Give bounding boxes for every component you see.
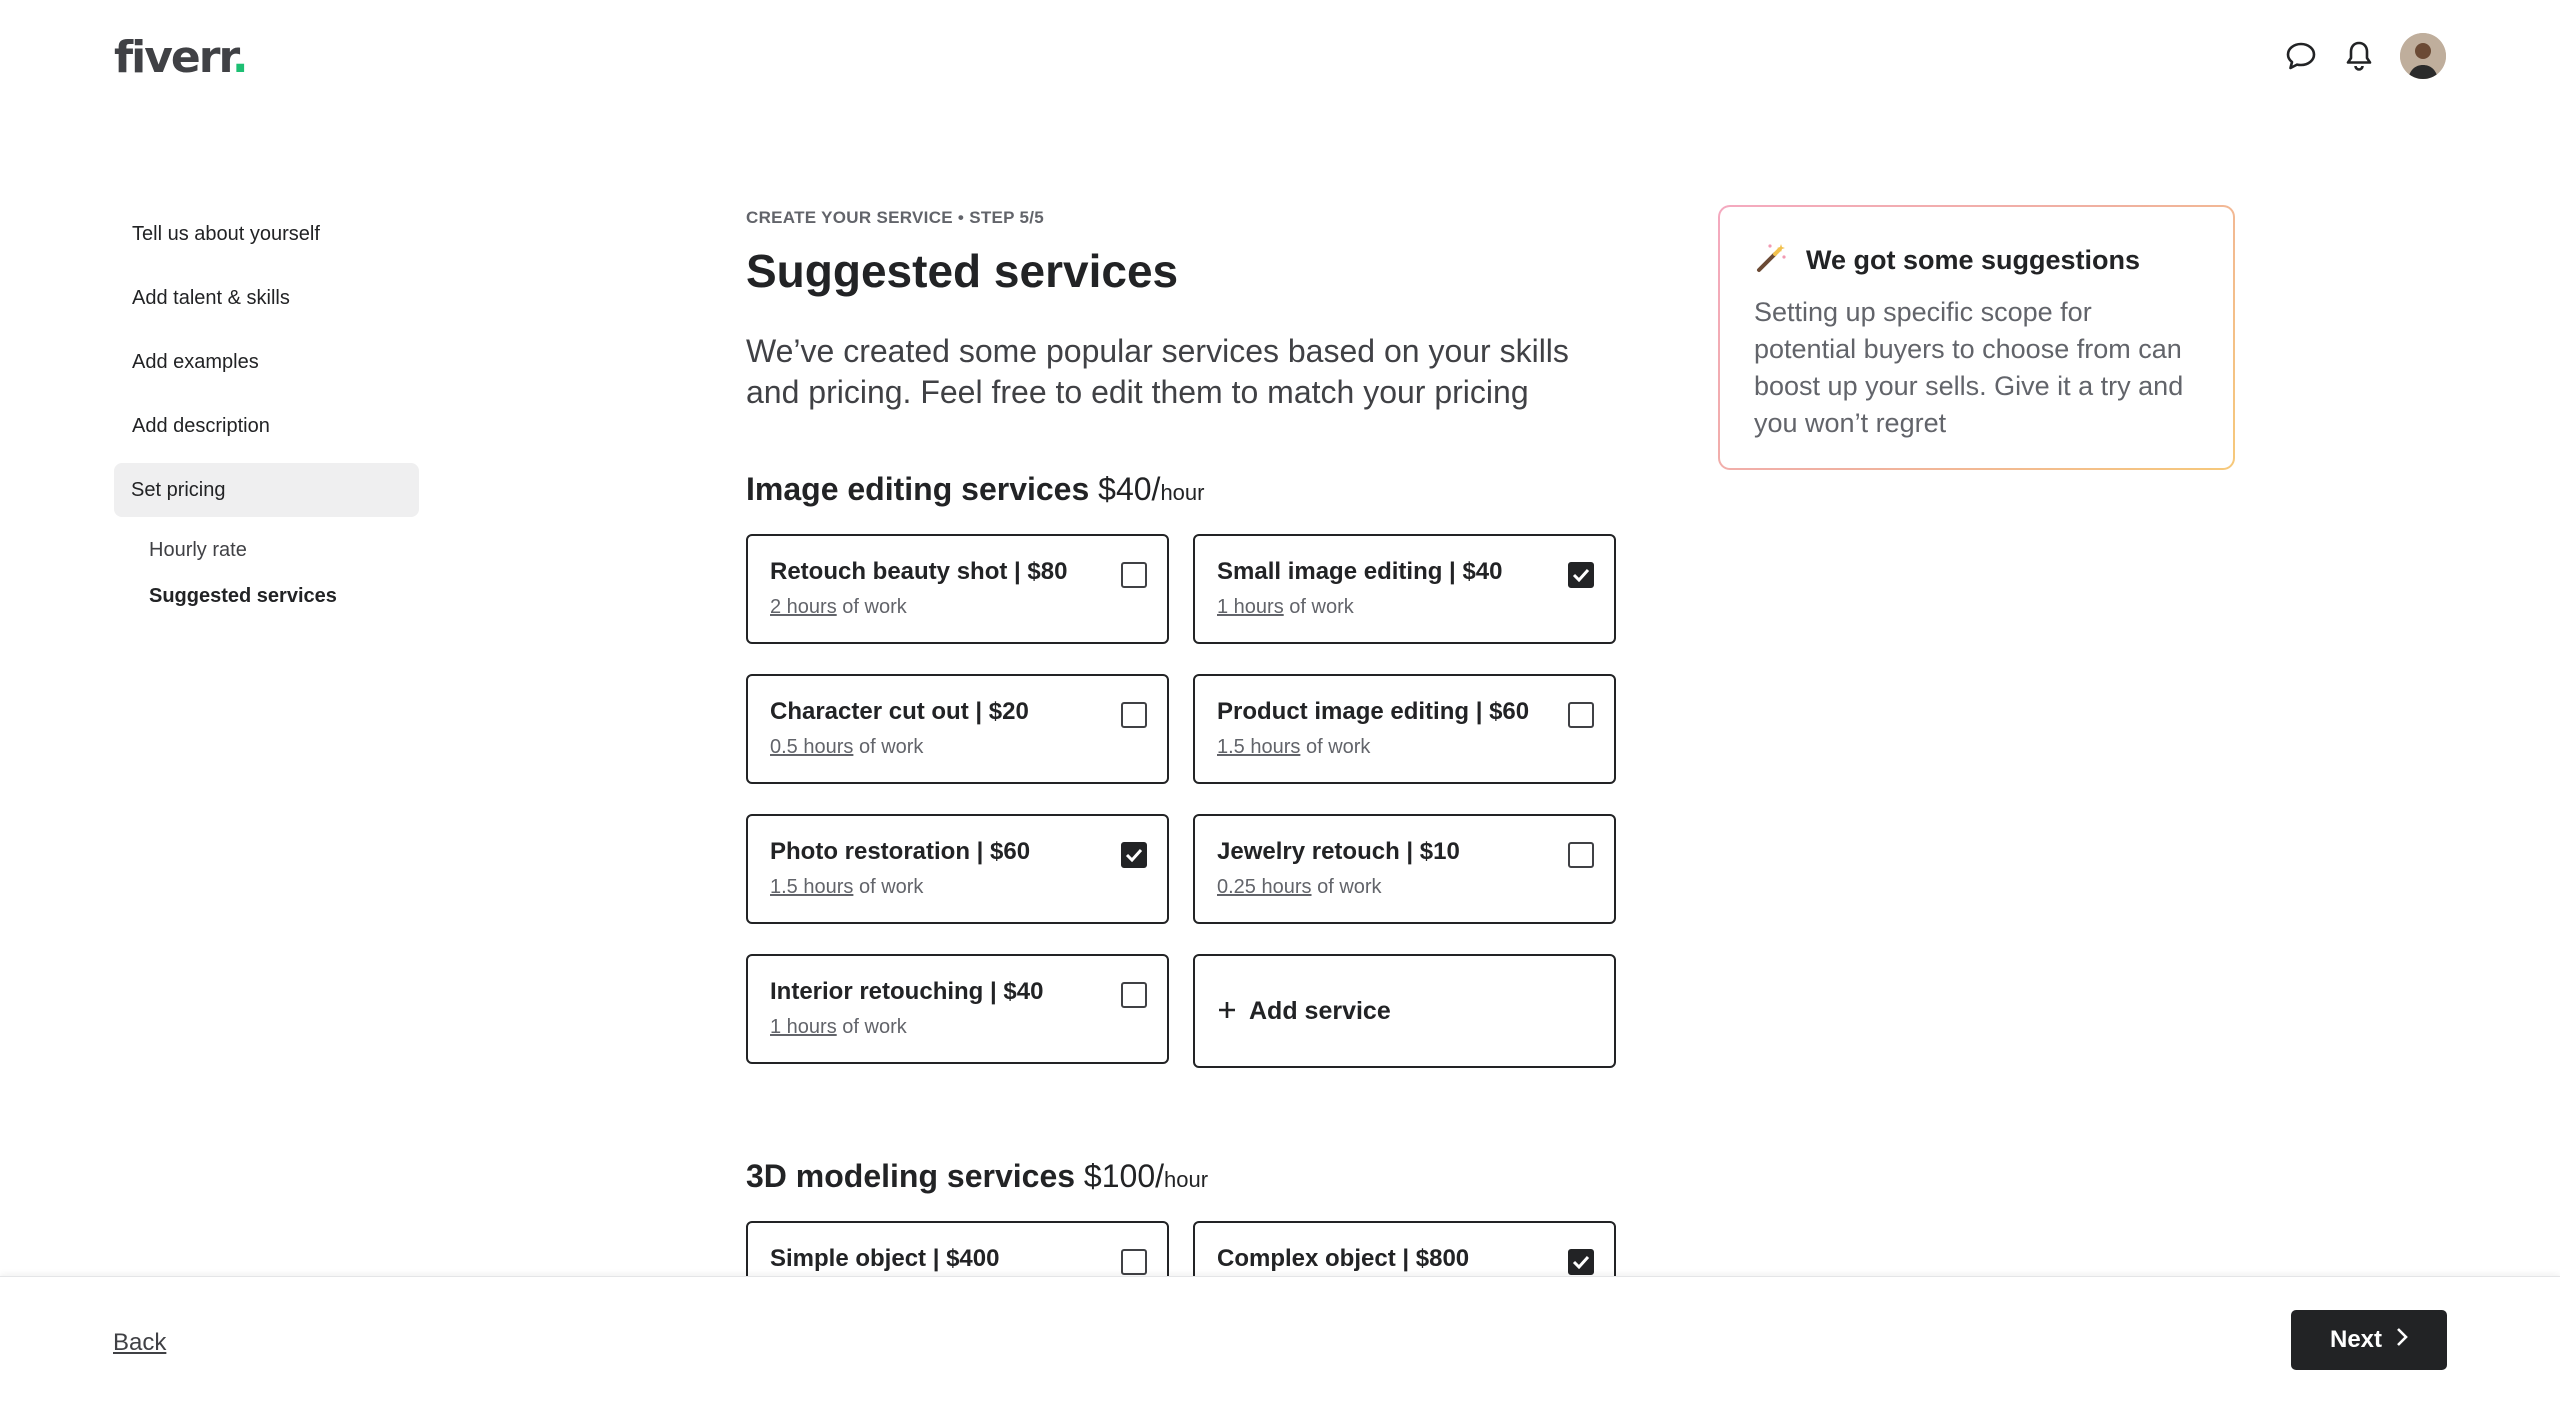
page-title: Suggested services — [746, 245, 1179, 297]
sidebar-subitem-label: Suggested services — [149, 584, 337, 607]
service-duration — [770, 596, 1145, 619]
service-checkbox[interactable] — [1568, 562, 1594, 588]
service-checkbox[interactable] — [1568, 842, 1594, 868]
sidebar-item-examples[interactable] — [114, 335, 419, 389]
service-hours-suffix: of work — [1305, 736, 1371, 758]
sidebar-item-pricing[interactable] — [114, 463, 419, 517]
chevron-right-icon — [2396, 1326, 2408, 1354]
suggestion-text: Setting up specific scope for potential buyers to choose from can boost up your sells. Give it a try and you won’t regret — [1754, 297, 2184, 438]
section-name: 3D modeling services — [746, 1158, 1076, 1194]
sidebar-item-talent[interactable] — [114, 271, 419, 325]
add-service-label: Add service — [1249, 996, 1391, 1025]
sidebar — [114, 207, 419, 619]
sidebar-subitem-suggested-services[interactable] — [114, 573, 419, 619]
service-duration — [770, 736, 1145, 759]
service-title: Retouch beauty shot | $80 — [770, 558, 1068, 585]
section-name: Image editing services — [746, 471, 1090, 507]
logo-text: fiverr — [114, 32, 232, 83]
avatar[interactable] — [2400, 33, 2446, 79]
service-title: Character cut out | $20 — [770, 698, 1029, 725]
service-card[interactable] — [1193, 814, 1616, 924]
service-card[interactable] — [746, 674, 1169, 784]
section-rate-unit: hour — [1164, 1167, 1209, 1192]
checkmark-icon — [1572, 1255, 1590, 1269]
service-duration — [1217, 736, 1592, 759]
service-checkbox[interactable] — [1121, 562, 1147, 588]
service-duration — [1217, 876, 1592, 899]
service-title: Simple object | $400 — [770, 1245, 1000, 1272]
next-button-label: Next — [2329, 1326, 2383, 1353]
service-title: Photo restoration | $60 — [770, 838, 1031, 865]
image-editing-services-grid — [746, 534, 1616, 1068]
step-eyebrow: CREATE YOUR SERVICE • STEP 5/5 — [746, 208, 1045, 227]
suggestion-header — [1754, 241, 2199, 280]
sidebar-item-label: Tell us about yourself — [132, 222, 320, 245]
sidebar-subitem-hourly-rate[interactable] — [114, 527, 419, 573]
service-card[interactable] — [1193, 534, 1616, 644]
plus-icon — [1217, 994, 1237, 1028]
section-rate-unit: hour — [1160, 480, 1205, 505]
suggestion-box — [1718, 205, 2235, 470]
main-content — [746, 208, 1616, 1331]
service-duration — [770, 876, 1145, 899]
add-service-button[interactable] — [1193, 954, 1616, 1068]
sidebar-item-label: Add description — [132, 414, 270, 437]
service-hours-link[interactable]: 2 hours — [770, 596, 837, 618]
sidebar-item-label: Add examples — [132, 350, 259, 373]
service-card[interactable] — [746, 814, 1169, 924]
service-checkbox[interactable] — [1121, 982, 1147, 1008]
bell-icon[interactable] — [2342, 39, 2376, 73]
service-card[interactable] — [746, 534, 1169, 644]
service-hours-suffix: of work — [842, 1016, 907, 1038]
service-title: Small image editing | $40 — [1217, 558, 1503, 585]
service-card[interactable] — [1193, 674, 1616, 784]
magic-wand-icon — [1754, 241, 1788, 280]
section-rate: $100/ — [1083, 1158, 1164, 1194]
service-checkbox[interactable] — [1121, 702, 1147, 728]
service-duration — [770, 1016, 1145, 1039]
service-hours-suffix: of work — [1289, 596, 1354, 618]
sidebar-item-label: Add talent & skills — [132, 286, 290, 309]
service-title: Interior retouching | $40 — [770, 978, 1044, 1005]
service-hours-suffix: of work — [858, 876, 924, 898]
service-duration — [1217, 596, 1592, 619]
service-hours-link[interactable]: 1 hours — [770, 1016, 837, 1038]
fiverr-logo[interactable] — [114, 32, 247, 83]
next-button[interactable] — [2291, 1310, 2447, 1370]
service-checkbox[interactable] — [1121, 842, 1147, 868]
chat-icon[interactable] — [2284, 39, 2318, 73]
service-checkbox[interactable] — [1568, 702, 1594, 728]
footer-bar — [0, 1276, 2560, 1404]
suggestion-title: We got some suggestions — [1806, 245, 2141, 275]
service-hours-link[interactable]: 1.5 hours — [770, 876, 854, 898]
service-hours-link[interactable]: 0.5 hours — [770, 736, 854, 758]
service-title: Jewelry retouch | $10 — [1217, 838, 1460, 865]
checkmark-icon — [1572, 568, 1590, 582]
section-rate: $40/ — [1098, 471, 1161, 507]
service-hours-suffix: of work — [842, 596, 907, 618]
sidebar-item-about[interactable] — [114, 207, 419, 261]
suggestion-content — [1720, 207, 2233, 468]
sidebar-item-description[interactable] — [114, 399, 419, 453]
service-hours-link[interactable]: 1.5 hours — [1217, 736, 1301, 758]
logo-dot: . — [231, 32, 247, 83]
service-title: Product image editing | $60 — [1217, 698, 1530, 725]
page-description: We’ve created some popular services based on your skills and pricing. Feel free to edit them to match your pricing — [746, 333, 1569, 410]
header-actions — [2284, 33, 2446, 79]
service-hours-suffix: of work — [858, 736, 924, 758]
back-link[interactable]: Back — [113, 1329, 167, 1356]
service-checkbox[interactable] — [1121, 1249, 1147, 1275]
section-title-image-editing — [746, 471, 1616, 508]
section-title-3d-modeling — [746, 1158, 1616, 1195]
sidebar-subitem-label: Hourly rate — [149, 538, 247, 561]
checkmark-icon — [1125, 848, 1143, 862]
service-card[interactable] — [746, 954, 1169, 1064]
service-hours-link[interactable]: 1 hours — [1217, 596, 1284, 618]
service-checkbox[interactable] — [1568, 1249, 1594, 1275]
service-hours-link[interactable]: 0.25 hours — [1217, 876, 1312, 898]
sidebar-item-label: Set pricing — [131, 478, 226, 501]
service-title: Complex object | $800 — [1217, 1245, 1470, 1272]
service-hours-suffix: of work — [1317, 876, 1382, 898]
